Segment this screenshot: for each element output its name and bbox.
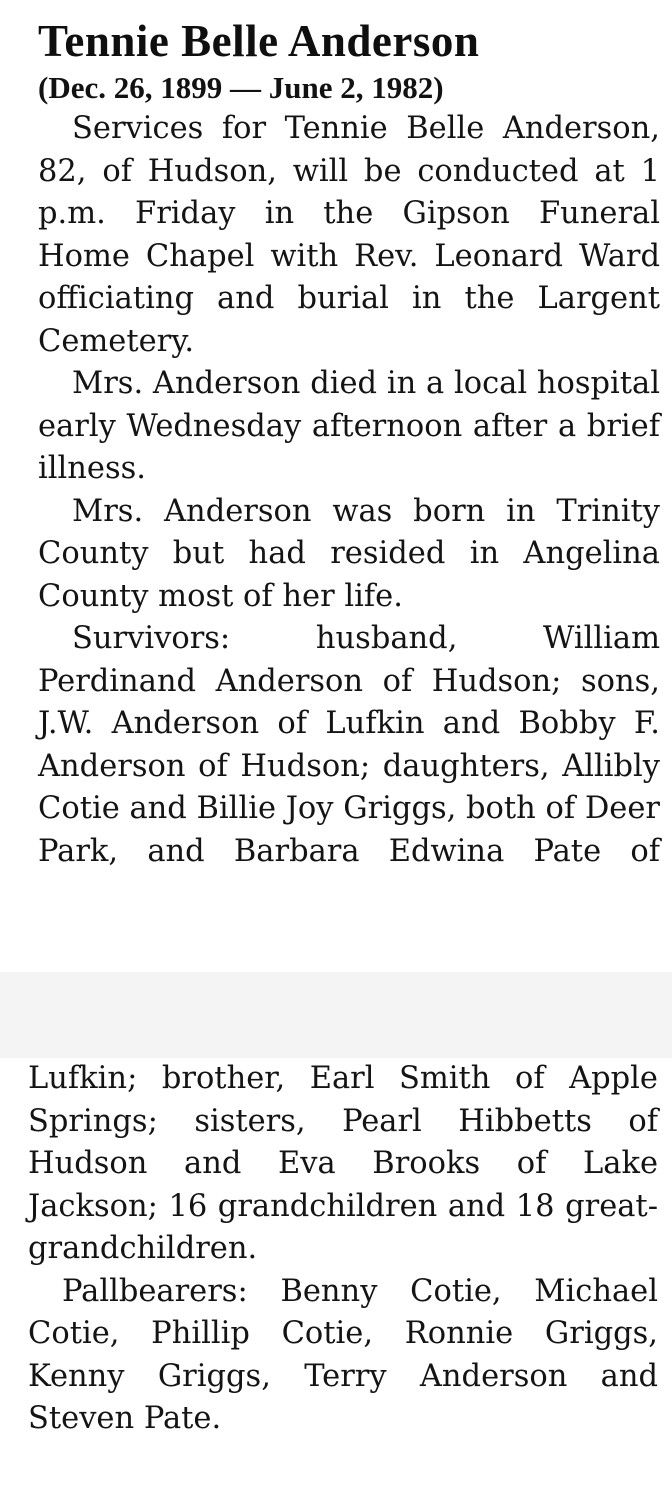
survivors-paragraph: Survivors: husband, William Perdinand Anderson of Hudson; sons, J.W. Anderson of Lufkin and Bobby F. Anderson of Hudson; daughters, Allibly Cotie and Billie Joy Griggs, both of Deer Park, and Barbara Edwina Pate of xyxy=(38,621,660,869)
obituary-dates: (Dec. 26, 1899 — June 2, 1982) xyxy=(38,70,444,105)
death-paragraph: Mrs. Anderson died in a local hospital early Wednesday afternoon after a brief illness. xyxy=(38,366,660,486)
obituary-title: Tennie Belle Anderson xyxy=(38,16,480,66)
pallbearers-paragraph: Pallbearers: Benny Cotie, Michael Cotie, Phillip Cotie, Ronnie Griggs, Kenny Griggs, Terry Anderson and Steven Pate. xyxy=(28,1273,658,1436)
obituary-clipping-bottom xyxy=(0,1058,672,1497)
survivors-continuation: Lufkin; brother, Earl Smith of Apple Springs; sisters, Pearl Hibbetts of Hudson and Eva Brooks of Lake Jackson; 16 grandchildren and 18 greatgrandchildren. xyxy=(28,1061,658,1266)
birth-paragraph: Mrs. Anderson was born in Trinity County but had resided in Angelina County most of her life. xyxy=(38,493,660,614)
services-paragraph: Services for Tennie Belle Anderson, 82, of Hudson, will be conducted at 1 p.m. Friday in the Gipson Funeral Home Chapel with Rev. Leonard Ward officiating and burial in the Largent Cemetery. xyxy=(38,111,660,359)
clipping-gap xyxy=(0,972,672,1058)
